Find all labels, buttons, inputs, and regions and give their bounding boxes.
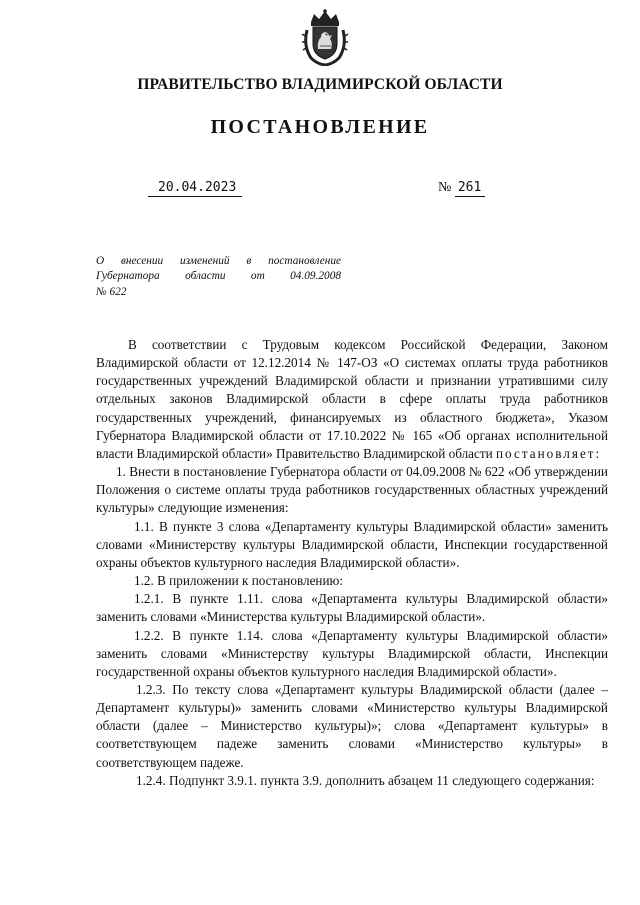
item-paragraph: 1.2.4. Подпункт 3.9.1. пункта 3.9. дополнить абзацем 11 следующего содержания: <box>136 772 595 788</box>
subject-line: № 622 <box>96 285 127 298</box>
item-paragraph: 1.2.2. В пункте 1.14. слова «Департаменту культуры Владимирской области» заменить словами «Министерству культуры Владимирской области, Инспекции государственной охраны объектов культурного наследия Владимирской области». <box>96 627 608 679</box>
number-sign: № <box>438 180 452 195</box>
government-name: ПРАВИТЕЛЬСТВО ВЛАДИМИРСКОЙ ОБЛАСТИ <box>137 76 503 93</box>
document-number <box>438 180 485 197</box>
preamble-paragraph <box>96 336 608 463</box>
document-type-title: ПОСТАНОВЛЕНИЕ <box>210 116 430 138</box>
subject-line: Губернатора области от 04.09.2008 <box>96 270 341 283</box>
item-paragraph: 1. Внести в постановление Губернатора области от 04.09.2008 № 622 «Об утверждении Положения о системе оплаты труда работников государственных областных учреждений культуры» следующие изменения: <box>96 464 608 516</box>
number-value: 261 <box>455 180 485 197</box>
subject-line: О внесении изменений в постановление <box>96 255 341 267</box>
document-subject <box>96 254 341 300</box>
date-value: 20.04.2023 <box>148 180 242 197</box>
preamble-text: В соответствии с Трудовым кодексом Российской Федерации, Законом Владимирской области от 12.12.2014 № 147-ОЗ «О системах оплаты труда работников государственных учреждений Владимирской области и признании утратившими силу отдельных законов Владимирской области в сфере оплаты труда работников государственных учреждений, финансируемых из областного бюджета», Указом Губернатора Владимирской области от 17.10.2022 № 165 «Об органах исполнительной власти Владимирской области» Правительство Владимирской области <box>96 337 608 461</box>
item-paragraph: 1.2. В приложении к постановлению: <box>134 573 344 589</box>
document-body <box>96 336 608 790</box>
item-paragraph: 1.2.3. По тексту слова «Департамент культуры Владимирской области (далее – Департамент культуры)» заменить словами «Министерство культуры Владимирской области (далее – Министерство культуры)»; слова «Департамент культуры» в соответствующем падеже заменить словами «Министерство культуры» в соответствующем падеже. <box>96 681 608 770</box>
item-paragraph: 1.1. В пункте 3 слова «Департаменту культуры Владимирской области» заменить словами «Министерству культуры Владимирской области, Инспекции государственной охраны объектов культурного наследия Владимирской области». <box>96 518 608 570</box>
item-paragraph: 1.2.1. В пункте 1.11. слова «Департамента культуры Владимирской области» заменить словами «Министерства культуры Владимирской области». <box>96 591 608 625</box>
resolves-text: постановляет: <box>495 445 602 461</box>
coat-of-arms-icon <box>301 8 349 66</box>
document-date <box>148 180 242 197</box>
